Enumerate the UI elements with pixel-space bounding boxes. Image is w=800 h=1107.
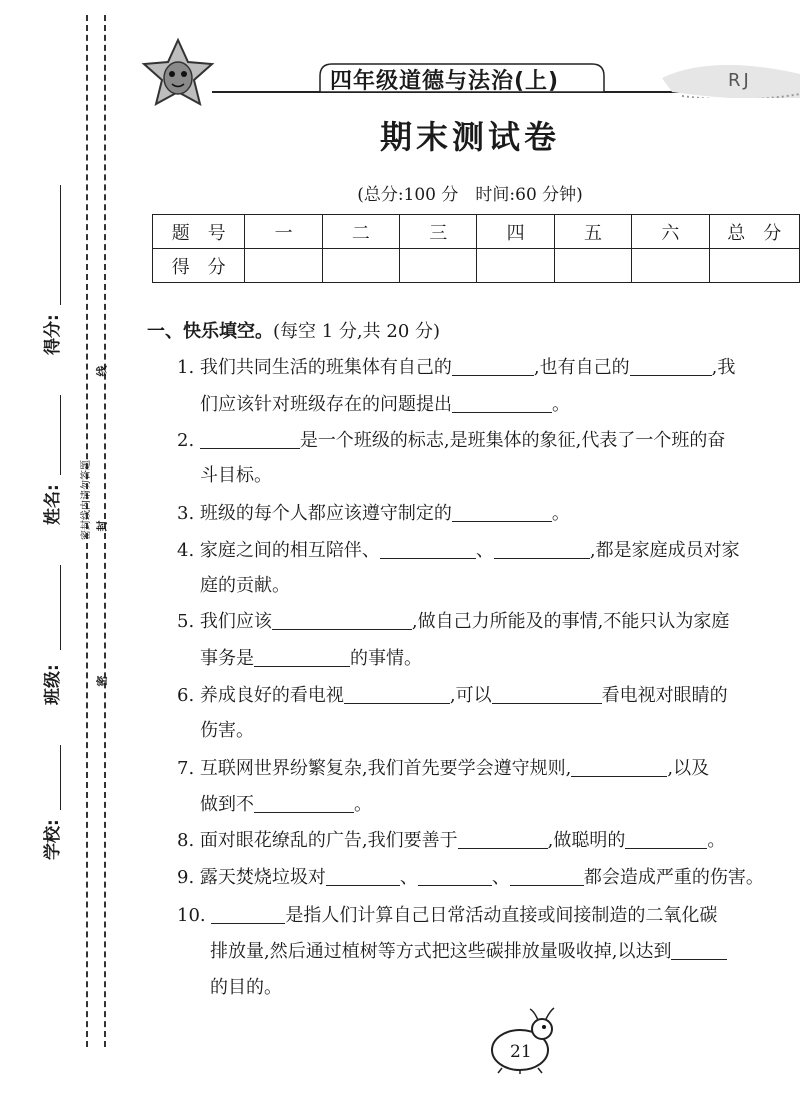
seal-char-feng: 封 — [95, 520, 109, 532]
question-text: ,我 — [711, 357, 736, 378]
question-text: ,做自己力所能及的事情,不能只认为家庭 — [411, 611, 730, 632]
answer-blank[interactable] — [625, 830, 707, 849]
name-write-line[interactable] — [60, 395, 61, 475]
question-text: 做到不 — [200, 794, 254, 815]
question-text: 是指人们计算自己日常活动直接或间接制造的二氧化碳 — [285, 905, 718, 926]
question-text: 7. 互联网世界纷繁复杂,我们首先要学会遵守规则, — [177, 758, 572, 779]
question-7-cont — [200, 792, 372, 818]
question-3 — [177, 501, 570, 527]
ladybug-page-icon — [478, 1005, 568, 1075]
question-text: 9. 露天焚烧垃圾对 — [177, 867, 326, 888]
question-7 — [177, 756, 709, 782]
question-text: 、 — [399, 867, 418, 888]
table-cell: 一 — [245, 215, 322, 249]
question-9 — [177, 865, 764, 891]
answer-blank[interactable] — [344, 685, 450, 704]
question-text: 4. 家庭之间的相互陪伴、 — [177, 540, 380, 561]
answer-blank[interactable] — [510, 867, 584, 886]
answer-blank[interactable] — [380, 540, 476, 559]
exam-info: (总分:100 分 时间:60 分钟) — [357, 185, 583, 205]
question-text: 1. 我们共同生活的班集体有自己的 — [177, 357, 452, 378]
question-text: 事务是 — [200, 648, 254, 669]
question-text: 2. — [177, 430, 195, 451]
name-label: 姓名: — [43, 484, 63, 525]
answer-blank[interactable] — [452, 503, 552, 522]
table-cell: 得 分 — [153, 249, 245, 283]
question-text: 。 — [552, 394, 570, 415]
seal-char-xian: 线 — [95, 365, 109, 377]
answer-blank[interactable] — [211, 905, 285, 924]
page-number: 21 — [510, 1042, 532, 1062]
school-write-line[interactable] — [60, 745, 61, 810]
seal-char-mi: 密 — [95, 675, 109, 687]
question-text: 。 — [551, 503, 570, 524]
table-cell: 四 — [477, 215, 554, 249]
question-text: 3. 班级的每个人都应该遵守制定的 — [177, 503, 452, 524]
question-1-cont — [200, 392, 570, 418]
answer-blank[interactable] — [494, 540, 590, 559]
answer-blank[interactable] — [671, 941, 727, 960]
answer-blank[interactable] — [272, 611, 412, 630]
question-2 — [177, 428, 725, 454]
table-cell: 题 号 — [153, 215, 245, 249]
score-cell[interactable] — [477, 249, 554, 283]
answer-blank[interactable] — [630, 357, 712, 376]
score-cell[interactable] — [400, 249, 477, 283]
answer-blank[interactable] — [418, 867, 492, 886]
class-write-line[interactable] — [60, 565, 61, 650]
question-text: 是一个班级的标志,是班集体的象征,代表了一个班的奋 — [299, 430, 726, 451]
class-label: 班级: — [43, 664, 63, 705]
score-table-header-row — [153, 215, 800, 249]
question-8 — [177, 828, 725, 854]
score-label: 得分: — [43, 314, 63, 355]
question-text: 看电视对眼睛的 — [601, 685, 728, 706]
question-text: 。 — [354, 794, 372, 815]
table-cell: 三 — [400, 215, 477, 249]
question-text: ,也有自己的 — [533, 357, 630, 378]
question-4 — [177, 538, 740, 564]
question-10-cont — [210, 939, 727, 965]
question-text: ,都是家庭成员对家 — [589, 540, 740, 561]
table-cell: 总 分 — [709, 215, 799, 249]
question-text: ,可以 — [449, 685, 492, 706]
answer-blank[interactable] — [200, 430, 300, 449]
question-1 — [177, 355, 735, 381]
question-text: 们应该针对班级存在的问题提出 — [200, 394, 452, 415]
score-table — [152, 214, 800, 283]
answer-blank[interactable] — [254, 794, 354, 813]
section-heading: 一、快乐填空。 — [147, 321, 273, 342]
answer-blank[interactable] — [571, 758, 667, 777]
question-text: ,做聪明的 — [547, 830, 626, 851]
answer-blank[interactable] — [458, 830, 548, 849]
answer-blank[interactable] — [452, 394, 552, 413]
answer-blank[interactable] — [452, 357, 534, 376]
answer-blank[interactable] — [254, 648, 350, 667]
question-text: 、 — [491, 867, 510, 888]
question-10-end: 的目的。 — [210, 977, 282, 998]
question-4-cont: 庭的贡献。 — [200, 575, 290, 596]
score-cell[interactable] — [245, 249, 322, 283]
question-2-cont: 斗目标。 — [200, 465, 272, 486]
question-text: ,以及 — [667, 758, 710, 779]
answer-blank[interactable] — [326, 867, 400, 886]
score-cell[interactable] — [632, 249, 709, 283]
score-cell[interactable] — [554, 249, 631, 283]
question-text: 都会造成严重的伤害。 — [583, 867, 764, 888]
score-cell[interactable] — [709, 249, 799, 283]
seal-note: 密封线内请勿答题 — [81, 460, 92, 540]
edition-label: RJ — [728, 70, 752, 91]
score-table-score-row — [153, 249, 800, 283]
subject-title: 四年级道德与法治(上) — [330, 69, 560, 94]
question-text: 6. 养成良好的看电视 — [177, 685, 344, 706]
question-text: 排放量,然后通过植树等方式把这些碳排放量吸收掉,以达到 — [210, 941, 672, 962]
question-6-cont: 伤害。 — [200, 720, 254, 741]
table-cell: 五 — [554, 215, 631, 249]
section-title — [147, 317, 440, 343]
question-text: 8. 面对眼花缭乱的广告,我们要善于 — [177, 830, 458, 851]
table-cell: 二 — [322, 215, 399, 249]
question-5-cont — [200, 646, 422, 672]
exam-title: 期末测试卷 — [379, 118, 560, 156]
question-text: 。 — [707, 830, 726, 851]
section-note: (每空 1 分,共 20 分) — [273, 321, 441, 342]
score-cell[interactable] — [322, 249, 399, 283]
question-text: 、 — [475, 540, 494, 561]
question-text: 10. — [177, 905, 206, 926]
question-5 — [177, 609, 729, 635]
question-6 — [177, 683, 728, 709]
question-text: 5. 我们应该 — [177, 611, 272, 632]
table-cell: 六 — [632, 215, 709, 249]
question-10 — [177, 903, 717, 929]
question-text: 的事情。 — [350, 648, 422, 669]
school-label: 学校: — [43, 819, 63, 860]
answer-blank[interactable] — [492, 685, 602, 704]
